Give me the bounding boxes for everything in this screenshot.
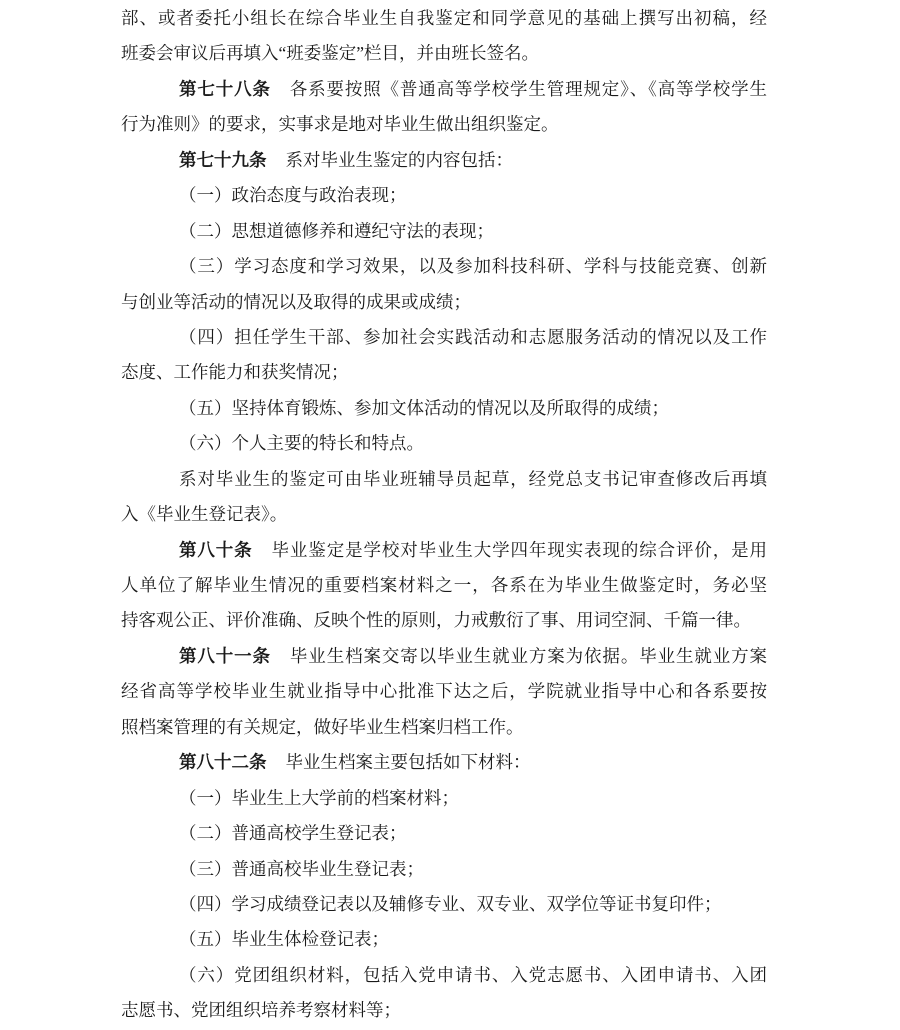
- text-line: [121, 1, 767, 36]
- text-line: [121, 816, 767, 851]
- text-line: [121, 781, 767, 816]
- text-line: [121, 72, 767, 107]
- article-number: 第八十一条: [179, 645, 271, 666]
- line-text: 持客观公正、评价准确、反映个性的原则，力戒敷衍了事、用词空洞、千篇一律。: [121, 610, 751, 631]
- text-line: [121, 710, 767, 745]
- line-text: （六）党团组织材料，包括入党申请书、入党志愿书、入团申请书、入团: [179, 964, 767, 985]
- article-number: 第八十条: [179, 539, 253, 560]
- line-text: （一）政治态度与政治表现；: [179, 185, 407, 206]
- text-line: [121, 462, 767, 497]
- line-text: 毕业鉴定是学校对毕业生大学四年现实表现的综合评价，是用: [271, 539, 768, 560]
- text-line: [121, 887, 767, 922]
- line-text: （二）普通高校学生登记表；: [179, 823, 407, 844]
- article-number: 第八十二条: [179, 752, 267, 773]
- line-text: （二）思想道德修养和遵纪守法的表现；: [179, 220, 494, 241]
- text-line: [121, 214, 767, 249]
- line-text: 与创业等活动的情况以及取得的成果或成绩；: [121, 291, 471, 312]
- text-line: [121, 285, 767, 320]
- line-text: （三）普通高校毕业生登记表；: [179, 858, 424, 879]
- text-line: [121, 36, 767, 71]
- text-line: [121, 143, 767, 178]
- line-text: 班委会审议后再填入“班委鉴定”栏目，并由班长签名。: [121, 43, 540, 64]
- line-text: 毕业生档案交寄以毕业生就业方案为依据。毕业生就业方案: [289, 645, 768, 666]
- line-text: （五）毕业生体检登记表；: [179, 929, 389, 950]
- text-line: [121, 497, 767, 532]
- line-text: 态度、工作能力和获奖情况；: [121, 362, 349, 383]
- line-text: （五）坚持体育锻炼、参加文体活动的情况以及所取得的成绩；: [179, 397, 669, 418]
- text-line: [121, 568, 767, 603]
- line-text: （四）担任学生干部、参加社会实践活动和志愿服务活动的情况以及工作: [179, 326, 767, 347]
- line-text: 人单位了解毕业生情况的重要档案材料之一，各系在为毕业生做鉴定时，务必坚: [121, 575, 767, 595]
- line-text: 毕业生档案主要包括如下材料：: [285, 752, 531, 773]
- line-text: 系对毕业生鉴定的内容包括：: [285, 149, 513, 170]
- text-line: [121, 674, 767, 709]
- text-line: [121, 745, 767, 780]
- line-text: 照档案管理的有关规定，做好毕业生档案归档工作。: [121, 716, 524, 737]
- text-line: [121, 993, 767, 1028]
- article-number: 第七十八条: [179, 78, 271, 99]
- line-text: （六）个人主要的特长和特点。: [179, 433, 424, 454]
- line-text: （一）毕业生上大学前的档案材料；: [179, 787, 459, 808]
- line-text: 行为准则》的要求，实事求是地对毕业生做出组织鉴定。: [121, 114, 559, 135]
- text-line: [121, 426, 767, 461]
- text-line: [121, 639, 767, 674]
- line-text: 经省高等学校毕业生就业指导中心批准下达之后，学院就业指导中心和各系要按: [121, 681, 767, 702]
- text-line: [121, 533, 767, 568]
- line-text: 入《毕业生登记表》。: [121, 504, 288, 525]
- line-text: 志愿书、党团组织培养考察材料等；: [121, 1000, 401, 1021]
- text-line: [121, 178, 767, 213]
- line-text: （四）学习成绩登记表以及辅修专业、双专业、双学位等证书复印件；: [179, 893, 722, 914]
- text-line: [121, 603, 767, 638]
- text-line: [121, 249, 767, 284]
- line-text: 部、或者委托小组长在综合毕业生自我鉴定和同学意见的基础上撰写出初稿，经: [121, 8, 767, 28]
- text-line: [121, 852, 767, 887]
- text-line: [121, 320, 767, 355]
- article-number: 第七十九条: [179, 149, 267, 170]
- text-line: [121, 922, 767, 957]
- text-line: [121, 391, 767, 426]
- text-line: [121, 107, 767, 142]
- text-line: [121, 958, 767, 993]
- text-line: [121, 355, 767, 390]
- line-text: 系对毕业生的鉴定可由毕业班辅导员起草，经党总支书记审查修改后再填: [179, 468, 767, 489]
- line-text: 各系要按照《普通高等学校学生管理规定》、《高等学校学生: [289, 78, 768, 99]
- line-text: （三）学习态度和学习效果，以及参加科技科研、学科与技能竞赛、创新: [179, 256, 767, 277]
